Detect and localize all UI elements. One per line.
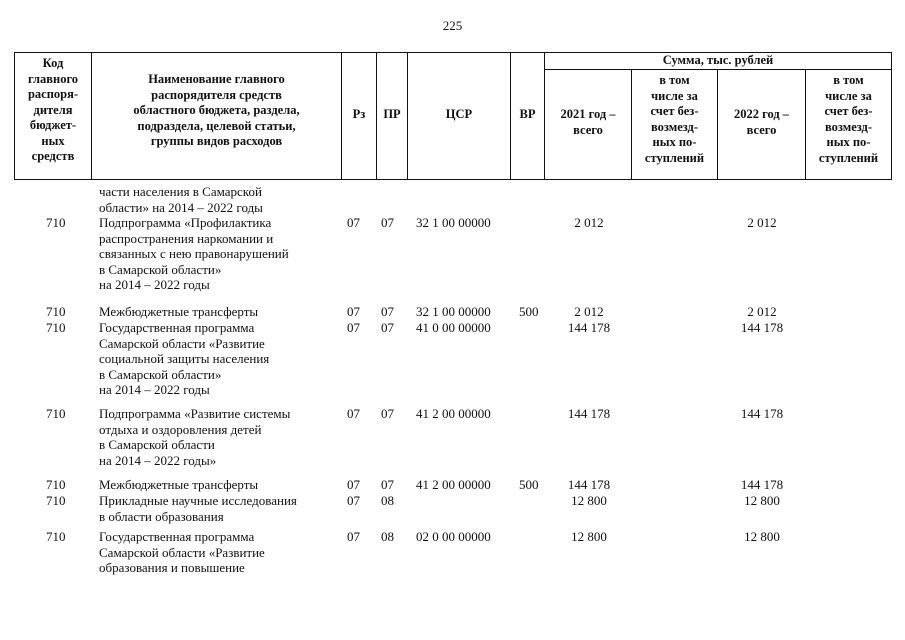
cell-pr: 07 bbox=[381, 320, 394, 335]
cell-sum-2021: 12 800 bbox=[571, 529, 607, 544]
cell-rz: 07 bbox=[347, 477, 360, 492]
cell-pr: 07 bbox=[381, 406, 394, 421]
cell-csr: 32 1 00 00000 bbox=[416, 215, 491, 230]
table-header bbox=[14, 52, 892, 180]
cell-sum-2022: 2 012 bbox=[747, 304, 777, 319]
cell-code: 710 bbox=[46, 215, 66, 230]
table-row bbox=[0, 493, 905, 529]
cell-sum-2021: 2 012 bbox=[574, 304, 604, 319]
cell-csr: 02 0 00 00000 bbox=[416, 529, 491, 544]
cell-name: Межбюджетные трансферты bbox=[99, 477, 259, 492]
table-row bbox=[0, 406, 905, 477]
cell-vr: 500 bbox=[519, 304, 539, 319]
cell-sum-2021: 144 178 bbox=[567, 477, 611, 492]
header-2021-free: в том числе за счет без- возмезд- ных по- ступлений bbox=[644, 73, 705, 165]
page-number: 225 bbox=[442, 18, 463, 33]
cell-pr: 07 bbox=[381, 304, 394, 319]
cell-sum-2022: 144 178 bbox=[740, 320, 784, 335]
cell-code: 710 bbox=[46, 320, 66, 335]
cell-name: Подпрограмма «Профилактика распространения наркомании и связанных с нею правонарушений в Самарской области» на 2014 – 2022 годы bbox=[99, 215, 289, 293]
cell-name: Государственная программа Самарской области «Развитие образования и повышение bbox=[99, 529, 265, 576]
cell-name: Прикладные научные исследования в области образования bbox=[99, 493, 297, 524]
cell-csr: 41 2 00 00000 bbox=[416, 406, 491, 421]
cell-sum-2021: 144 178 bbox=[567, 406, 611, 421]
cell-sum-2022: 12 800 bbox=[744, 493, 780, 508]
header-name: Наименование главного распорядителя средств областного бюджета, раздела, подраздела, целевой статьи, группы видов расходов bbox=[133, 72, 300, 148]
table-row bbox=[0, 304, 905, 320]
cell-pr: 08 bbox=[381, 493, 394, 508]
table-row bbox=[0, 529, 905, 579]
cell-rz: 07 bbox=[347, 529, 360, 544]
header-rz: Рз bbox=[352, 107, 366, 121]
cell-vr: 500 bbox=[519, 477, 539, 492]
header-2021-total: 2021 год – всего bbox=[560, 107, 616, 137]
cell-code: 710 bbox=[46, 304, 66, 319]
cell-csr: 41 0 00 00000 bbox=[416, 320, 491, 335]
cell-pr: 07 bbox=[381, 215, 394, 230]
header-csr: ЦСР bbox=[445, 107, 473, 121]
header-pr: ПР bbox=[383, 107, 401, 121]
cell-rz: 07 bbox=[347, 304, 360, 319]
cell-pr: 08 bbox=[381, 529, 394, 544]
cell-csr: 41 2 00 00000 bbox=[416, 477, 491, 492]
header-2022-free: в том числе за счет без- возмезд- ных по- ступлений bbox=[818, 73, 879, 165]
header-vr: ВР bbox=[519, 107, 536, 121]
cell-rz: 07 bbox=[347, 493, 360, 508]
cell-code: 710 bbox=[46, 493, 66, 508]
cell-csr: 32 1 00 00000 bbox=[416, 304, 491, 319]
cell-rz: 07 bbox=[347, 215, 360, 230]
cell-sum-2022: 144 178 bbox=[740, 477, 784, 492]
cell-sum-2021: 2 012 bbox=[574, 215, 604, 230]
cell-sum-2021: 12 800 bbox=[571, 493, 607, 508]
cell-name: Государственная программа Самарской области «Развитие социальной защиты населения в Самарской области» на 2014 – 2022 годы bbox=[99, 320, 270, 398]
cell-code: 710 bbox=[46, 529, 66, 544]
table-row bbox=[0, 215, 905, 304]
cell-rz: 07 bbox=[347, 406, 360, 421]
header-2022-total: 2022 год – всего bbox=[733, 107, 790, 137]
cell-sum-2022: 12 800 bbox=[744, 529, 780, 544]
cell-sum-2022: 2 012 bbox=[747, 215, 777, 230]
cell-pr: 07 bbox=[381, 477, 394, 492]
cell-rz: 07 bbox=[347, 320, 360, 335]
cell-name: части населения в Самарской области» на 2014 – 2022 годы bbox=[99, 184, 263, 215]
header-sum: Сумма, тыс. рублей bbox=[662, 53, 774, 67]
cell-code: 710 bbox=[46, 406, 66, 421]
cell-sum-2021: 144 178 bbox=[567, 320, 611, 335]
table-row bbox=[0, 184, 905, 215]
table-row bbox=[0, 320, 905, 406]
table-body bbox=[0, 184, 905, 579]
header-code: Код главного распоря- дителя бюджет- ных средств bbox=[27, 56, 79, 163]
cell-sum-2022: 144 178 bbox=[740, 406, 784, 421]
cell-name: Подпрограмма «Развитие системы отдыха и оздоровления детей в Самарской области на 2014 – 2022 годы» bbox=[99, 406, 291, 468]
table-row bbox=[0, 477, 905, 493]
cell-code: 710 bbox=[46, 477, 66, 492]
cell-name: Межбюджетные трансферты bbox=[99, 304, 259, 319]
